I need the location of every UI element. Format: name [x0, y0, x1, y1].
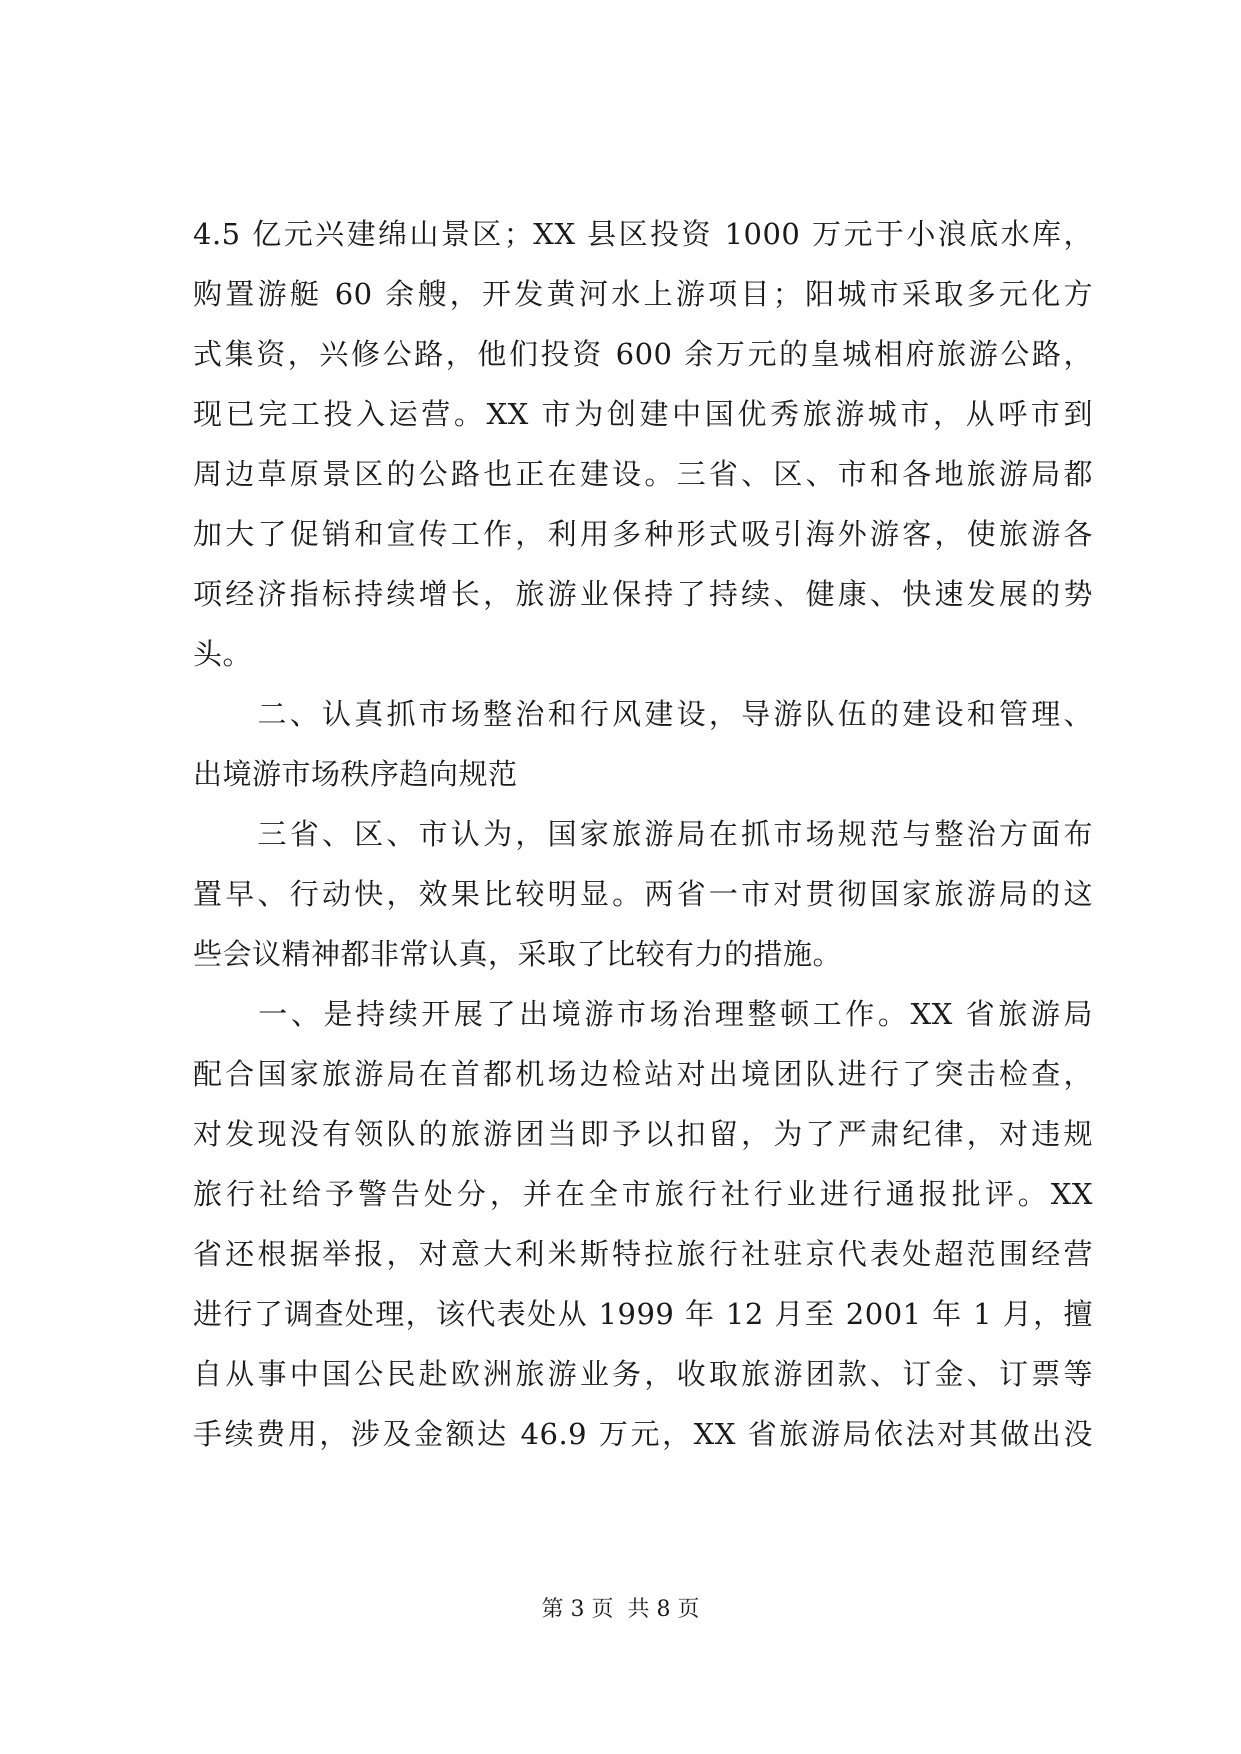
body-line: 自从事中国公民赴欧洲旅游业务，收取旅游团款、订金、订票等 [193, 1357, 1093, 1391]
body-line: 购置游艇 60 余艘，开发黄河水上游项目；阳城市采取多元化方 [193, 277, 1093, 311]
body-line: 省还根据举报，对意大利米斯特拉旅行社驻京代表处超范围经营 [193, 1237, 1093, 1271]
page-number-footer: 第 3 页 共 8 页 [541, 1597, 700, 1622]
body-line: 手续费用，涉及金额达 46.9 万元，XX 省旅游局依法对其做出没 [193, 1417, 1093, 1451]
body-line: 置早、行动快，效果比较明显。两省一市对贯彻国家旅游局的这 [193, 877, 1093, 911]
body-line: 进行了调查处理，该代表处从 1999 年 12 月至 2001 年 1 月，擅 [193, 1297, 1093, 1331]
body-line: 头。 [193, 637, 253, 671]
body-line: 现已完工投入运营。XX 市为创建中国优秀旅游城市，从呼市到 [193, 397, 1093, 431]
body-line: 旅行社给予警告处分，并在全市旅行社行业进行通报批评。XX [193, 1177, 1093, 1211]
body-line: 对发现没有领队的旅游团当即予以扣留，为了严肃纪律，对违规 [193, 1117, 1093, 1151]
body-line: 一、是持续开展了出境游市场治理整顿工作。XX 省旅游局 [193, 997, 1093, 1031]
body-line: 配合国家旅游局在首都机场边检站对出境团队进行了突击检查， [193, 1057, 1093, 1091]
body-line: 加大了促销和宣传工作，利用多种形式吸引海外游客，使旅游各 [193, 517, 1093, 551]
body-line: 周边草原景区的公路也正在建设。三省、区、市和各地旅游局都 [193, 457, 1093, 491]
section-heading-line: 二、认真抓市场整治和行风建设，导游队伍的建设和管理、 [193, 697, 1093, 731]
body-line: 些会议精神都非常认真，采取了比较有力的措施。 [193, 937, 843, 971]
section-heading-line: 出境游市场秩序趋向规范 [193, 757, 518, 791]
body-line: 项经济指标持续增长，旅游业保持了持续、健康、快速发展的势 [193, 577, 1093, 611]
body-line: 4.5 亿元兴建绵山景区；XX 县区投资 1000 万元于小浪底水库， [193, 217, 1093, 251]
body-line: 三省、区、市认为，国家旅游局在抓市场规范与整治方面布 [193, 817, 1093, 851]
body-line: 式集资，兴修公路，他们投资 600 余万元的皇城相府旅游公路， [193, 337, 1093, 371]
